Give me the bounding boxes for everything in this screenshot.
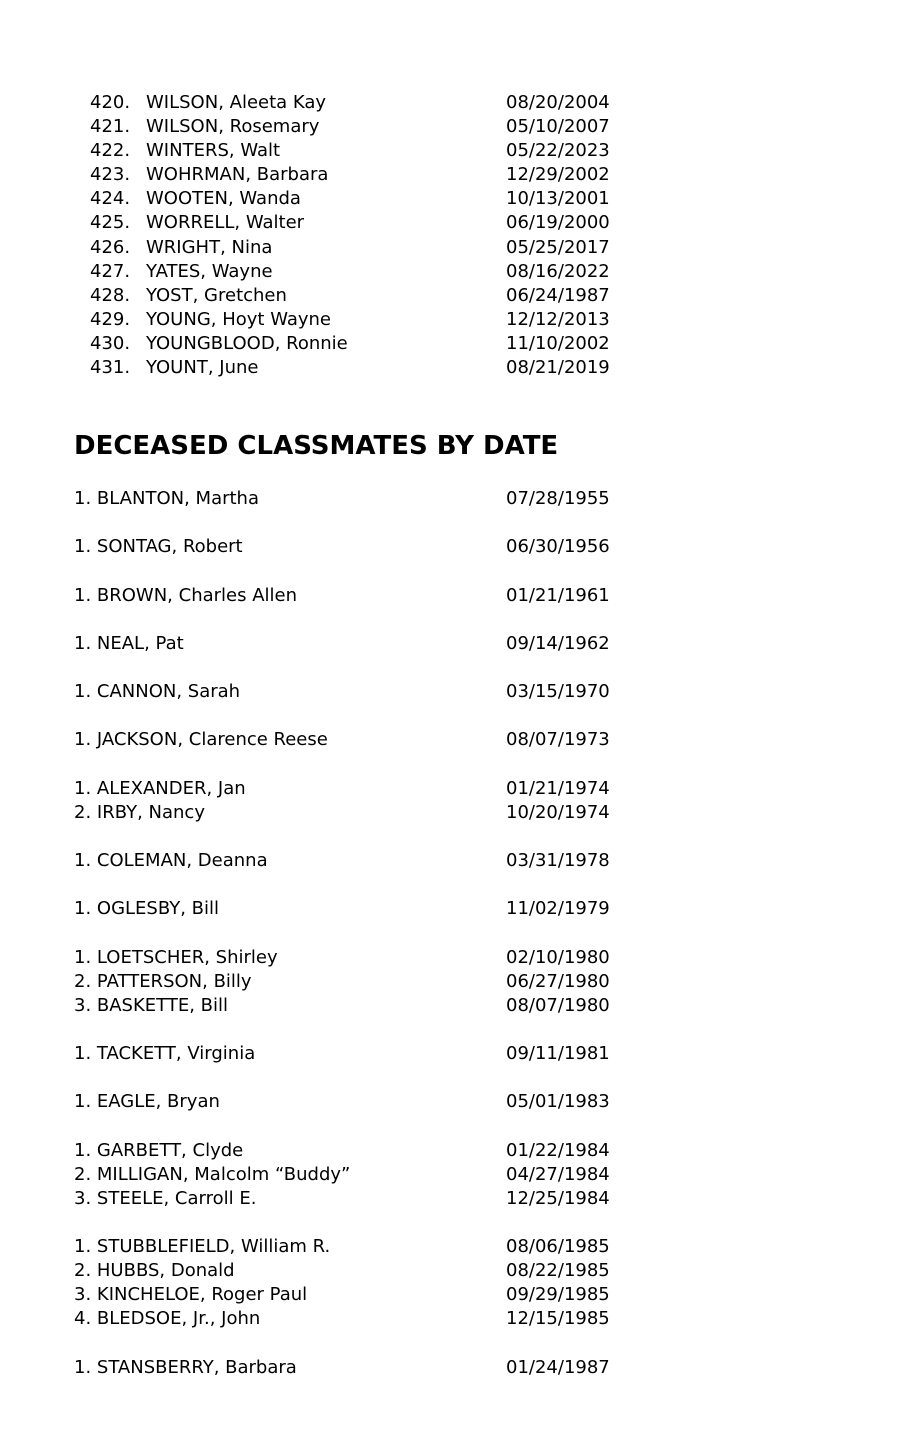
list-item — [74, 356, 634, 380]
entry-name: WINTERS, Walt — [146, 140, 281, 162]
entry-date: 01/24/1987 — [506, 1356, 610, 1378]
list-item — [74, 308, 634, 332]
entry-date: 04/27/1984 — [506, 1163, 610, 1185]
entry-date: 01/21/1974 — [506, 777, 610, 799]
entry-name: WRIGHT, Nina — [146, 236, 273, 258]
entry-name: 1. ALEXANDER, Jan — [74, 777, 246, 799]
entry-date: 01/21/1961 — [506, 584, 610, 606]
year-group — [74, 487, 634, 511]
year-group — [74, 946, 634, 1018]
entry-name: 1. CANNON, Sarah — [74, 681, 241, 703]
entry-name: 1. JACKSON, Clarence Reese — [74, 729, 328, 751]
list-item — [74, 1356, 634, 1380]
entry-name: WILSON, Rosemary — [146, 116, 320, 138]
entry-name: WOHRMAN, Barbara — [146, 164, 329, 186]
entry-date: 12/29/2002 — [506, 164, 610, 186]
entry-date: 08/06/1985 — [506, 1236, 610, 1258]
list-item — [74, 535, 634, 559]
entry-date: 09/14/1962 — [506, 632, 610, 654]
entry-number: 430. — [90, 332, 131, 354]
entry-name: YOUNT, June — [146, 357, 259, 379]
year-group — [74, 777, 634, 825]
entry-name: 2. IRBY, Nancy — [74, 801, 205, 823]
list-item — [74, 970, 634, 994]
entry-date: 08/07/1980 — [506, 994, 610, 1016]
entry-date: 12/15/1985 — [506, 1308, 610, 1330]
entry-number: 423. — [90, 164, 131, 186]
year-group — [74, 1356, 634, 1380]
list-item — [74, 163, 634, 187]
entry-name: 1. STUBBLEFIELD, William R. — [74, 1236, 331, 1258]
entry-name: 2. PATTERSON, Billy — [74, 970, 252, 992]
entry-name: YOUNGBLOOD, Ronnie — [146, 332, 348, 354]
year-group — [74, 897, 634, 921]
entry-number: 431. — [90, 357, 131, 379]
list-item — [74, 1090, 634, 1114]
year-group — [74, 849, 634, 873]
entry-date: 06/27/1980 — [506, 970, 610, 992]
entry-date: 03/31/1978 — [506, 850, 610, 872]
year-group — [74, 728, 634, 752]
entry-name: YOUNG, Hoyt Wayne — [146, 308, 332, 330]
entry-date: 05/10/2007 — [506, 116, 610, 138]
year-group — [74, 584, 634, 608]
entry-name: 3. KINCHELOE, Roger Paul — [74, 1284, 308, 1306]
list-item — [74, 187, 634, 211]
entry-date: 08/07/1973 — [506, 729, 610, 751]
entry-number: 420. — [90, 92, 131, 113]
list-item — [74, 332, 634, 356]
entry-number: 421. — [90, 116, 131, 138]
list-item — [74, 487, 634, 511]
entry-date: 01/22/1984 — [506, 1139, 610, 1161]
year-group — [74, 680, 634, 704]
entry-date: 03/15/1970 — [506, 681, 610, 703]
list-item — [74, 260, 634, 284]
list-item — [74, 1139, 634, 1163]
entry-date: 07/28/1955 — [506, 488, 610, 509]
year-group — [74, 535, 634, 559]
list-item — [74, 994, 634, 1018]
entry-date: 06/30/1956 — [506, 536, 610, 558]
entry-name: YATES, Wayne — [146, 260, 273, 282]
entry-name: 2. MILLIGAN, Malcolm “Buddy” — [74, 1163, 351, 1185]
list-item — [74, 284, 634, 308]
entry-date: 05/25/2017 — [506, 236, 610, 258]
entry-name: 1. COLEMAN, Deanna — [74, 850, 268, 872]
year-group — [74, 632, 634, 656]
list-item — [74, 1259, 634, 1283]
entry-number: 422. — [90, 140, 131, 162]
entry-date: 06/24/1987 — [506, 284, 610, 306]
list-item — [74, 211, 634, 235]
list-item — [74, 946, 634, 970]
entry-number: 426. — [90, 236, 131, 258]
entry-date: 09/11/1981 — [506, 1043, 610, 1065]
entry-name: WORRELL, Walter — [146, 212, 305, 234]
entry-date: 02/10/1980 — [506, 946, 610, 968]
entry-date: 11/10/2002 — [506, 332, 610, 354]
list-item — [74, 849, 634, 873]
entry-name: 1. EAGLE, Bryan — [74, 1091, 220, 1113]
entry-name: 3. STEELE, Carroll E. — [74, 1187, 257, 1209]
list-item — [74, 1235, 634, 1259]
list-item — [74, 728, 634, 752]
list-item — [74, 1163, 634, 1187]
list-item — [74, 632, 634, 656]
entry-name: 1. GARBETT, Clyde — [74, 1139, 244, 1161]
list-item — [74, 1187, 634, 1211]
entry-number: 428. — [90, 284, 131, 306]
entry-number: 429. — [90, 308, 131, 330]
entry-name: 4. BLEDSOE, Jr., John — [74, 1308, 261, 1330]
entry-date: 10/20/1974 — [506, 801, 610, 823]
entry-name: 3. BASKETTE, Bill — [74, 994, 229, 1016]
year-group — [74, 1042, 634, 1066]
entry-name: YOST, Gretchen — [146, 284, 287, 306]
entry-name: 1. BROWN, Charles Allen — [74, 584, 298, 606]
list-item — [74, 1307, 634, 1331]
entry-number: 424. — [90, 188, 131, 210]
deceased-by-date-list — [74, 487, 634, 1404]
entry-date: 08/21/2019 — [506, 357, 610, 379]
entry-date: 09/29/1985 — [506, 1284, 610, 1306]
section-heading: DECEASED CLASSMATES BY DATE — [74, 431, 559, 461]
list-item — [74, 91, 634, 115]
entry-name: 1. TACKETT, Virginia — [74, 1043, 256, 1065]
entry-date: 11/02/1979 — [506, 898, 610, 920]
entry-date: 08/16/2022 — [506, 260, 610, 282]
list-item — [74, 236, 634, 260]
alphabetical-deceased-list — [74, 91, 634, 380]
entry-name: WILSON, Aleeta Kay — [146, 92, 327, 113]
entry-number: 427. — [90, 260, 131, 282]
entry-date: 06/19/2000 — [506, 212, 610, 234]
year-group — [74, 1235, 634, 1331]
list-item — [74, 139, 634, 163]
entry-name: WOOTEN, Wanda — [146, 188, 301, 210]
entry-name: 1. SONTAG, Robert — [74, 536, 243, 558]
list-item — [74, 115, 634, 139]
entry-name: 1. OGLESBY, Bill — [74, 898, 219, 920]
list-item — [74, 897, 634, 921]
list-item — [74, 1042, 634, 1066]
entry-date: 08/20/2004 — [506, 92, 610, 113]
entry-date: 08/22/1985 — [506, 1260, 610, 1282]
list-item — [74, 801, 634, 825]
list-item — [74, 584, 634, 608]
entry-date: 05/01/1983 — [506, 1091, 610, 1113]
entry-date: 12/25/1984 — [506, 1187, 610, 1209]
year-group — [74, 1139, 634, 1211]
list-item — [74, 680, 634, 704]
list-item — [74, 777, 634, 801]
entry-name: 2. HUBBS, Donald — [74, 1260, 235, 1282]
entry-date: 05/22/2023 — [506, 140, 610, 162]
entry-name: 1. NEAL, Pat — [74, 632, 184, 654]
entry-name: 1. BLANTON, Martha — [74, 488, 259, 509]
year-group — [74, 1090, 634, 1114]
entry-date: 10/13/2001 — [506, 188, 610, 210]
entry-number: 425. — [90, 212, 131, 234]
entry-name: 1. LOETSCHER, Shirley — [74, 946, 278, 968]
entry-date: 12/12/2013 — [506, 308, 610, 330]
list-item — [74, 1283, 634, 1307]
entry-name: 1. STANSBERRY, Barbara — [74, 1356, 297, 1378]
